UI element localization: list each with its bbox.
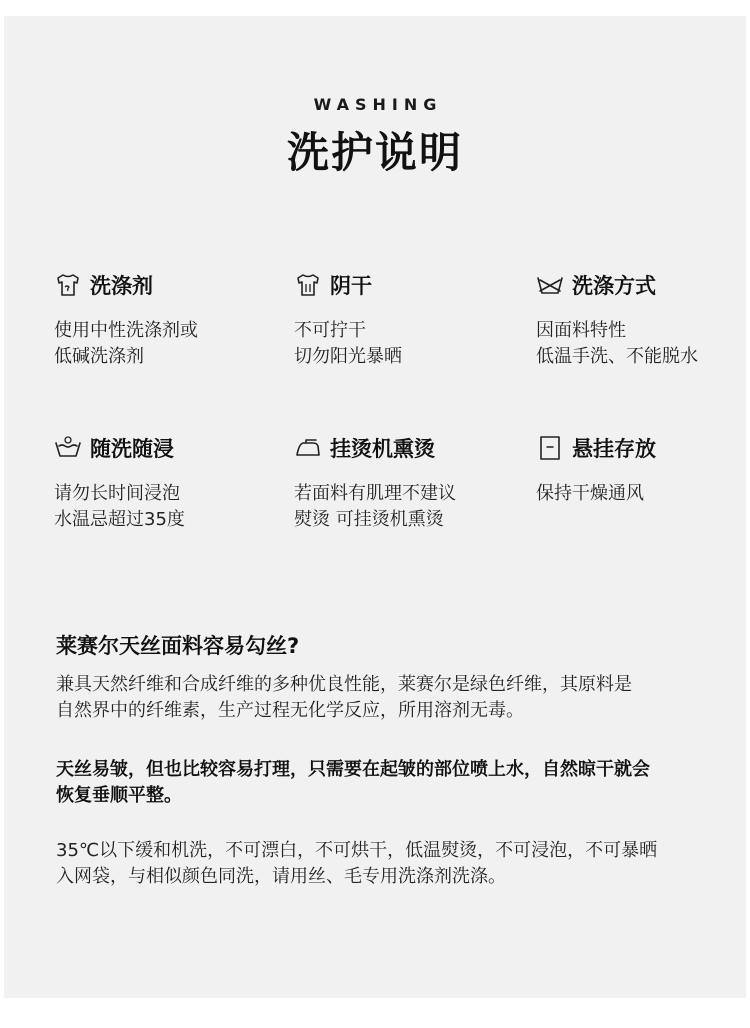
care-item-title: 洗涤剂 <box>90 274 153 298</box>
faq-paragraph-line: 兼具天然纤维和合成纤维的多种优良性能，莱赛尔是绿色纤维，其原料是 <box>56 674 632 695</box>
care-item-dry <box>294 270 514 370</box>
care-item-line: 熨烫 可挂烫机熏烫 <box>294 509 444 530</box>
care-item-line: 切勿阳光暴晒 <box>294 346 402 367</box>
care-item-storage <box>536 433 750 507</box>
care-item-title: 挂烫机熏烫 <box>330 437 435 461</box>
care-item-soak <box>54 433 274 533</box>
shirt-dry-icon <box>294 271 322 299</box>
care-item-line: 低温手洗、不能脱水 <box>536 346 698 367</box>
page-title: 洗护说明 <box>286 128 463 177</box>
wash-tub-icon <box>54 434 82 462</box>
care-item-wash-method <box>536 270 750 370</box>
shirt-icon <box>54 271 82 299</box>
care-item-title: 悬挂存放 <box>572 437 656 461</box>
faq-paragraph-line: 自然界中的纤维素，生产过程无化学反应，所用溶剂无毒。 <box>56 700 524 721</box>
care-item-line: 若面料有肌理不建议 <box>294 483 456 504</box>
faq-paragraph <box>56 672 716 724</box>
faq-paragraph-line: 35℃以下缓和机洗，不可漂白，不可烘干，低温熨烫，不可浸泡，不可暴晒 <box>56 840 658 861</box>
hanging-icon <box>536 434 564 462</box>
iron-icon <box>294 434 322 462</box>
faq-paragraph-line: 入网袋，与相似颜色同洗，请用丝、毛专用洗涤剂洗涤。 <box>56 866 506 887</box>
faq-paragraph-line: 天丝易皱，但也比较容易打理，只需要在起皱的部位喷上水，自然晾干就会 <box>56 759 650 780</box>
faq-paragraph-washing <box>56 838 716 890</box>
faq-question: 莱赛尔天丝面料容易勾丝? <box>56 634 300 658</box>
care-item-title: 阴干 <box>330 274 372 298</box>
faq-paragraph-emphasis <box>56 757 716 809</box>
care-item-title: 洗涤方式 <box>572 274 656 298</box>
care-item-line: 因面料特性 <box>536 320 626 341</box>
care-item-title: 随洗随浸 <box>90 437 174 461</box>
care-item-line: 使用中性洗涤剂或 <box>54 320 198 341</box>
hand-wash-icon <box>536 271 564 299</box>
care-item-line: 不可拧干 <box>294 320 366 341</box>
care-item-line: 水温忌超过35度 <box>54 509 185 530</box>
faq-paragraph-line: 恢复垂顺平整。 <box>56 785 182 806</box>
section-eyebrow: WASHING <box>313 95 443 114</box>
care-item-steam <box>294 433 514 533</box>
care-item-line: 保持干燥通风 <box>536 483 644 504</box>
care-item-detergent <box>54 270 274 370</box>
care-item-line: 低碱洗涤剂 <box>54 346 144 367</box>
care-item-line: 请勿长时间浸泡 <box>54 483 180 504</box>
